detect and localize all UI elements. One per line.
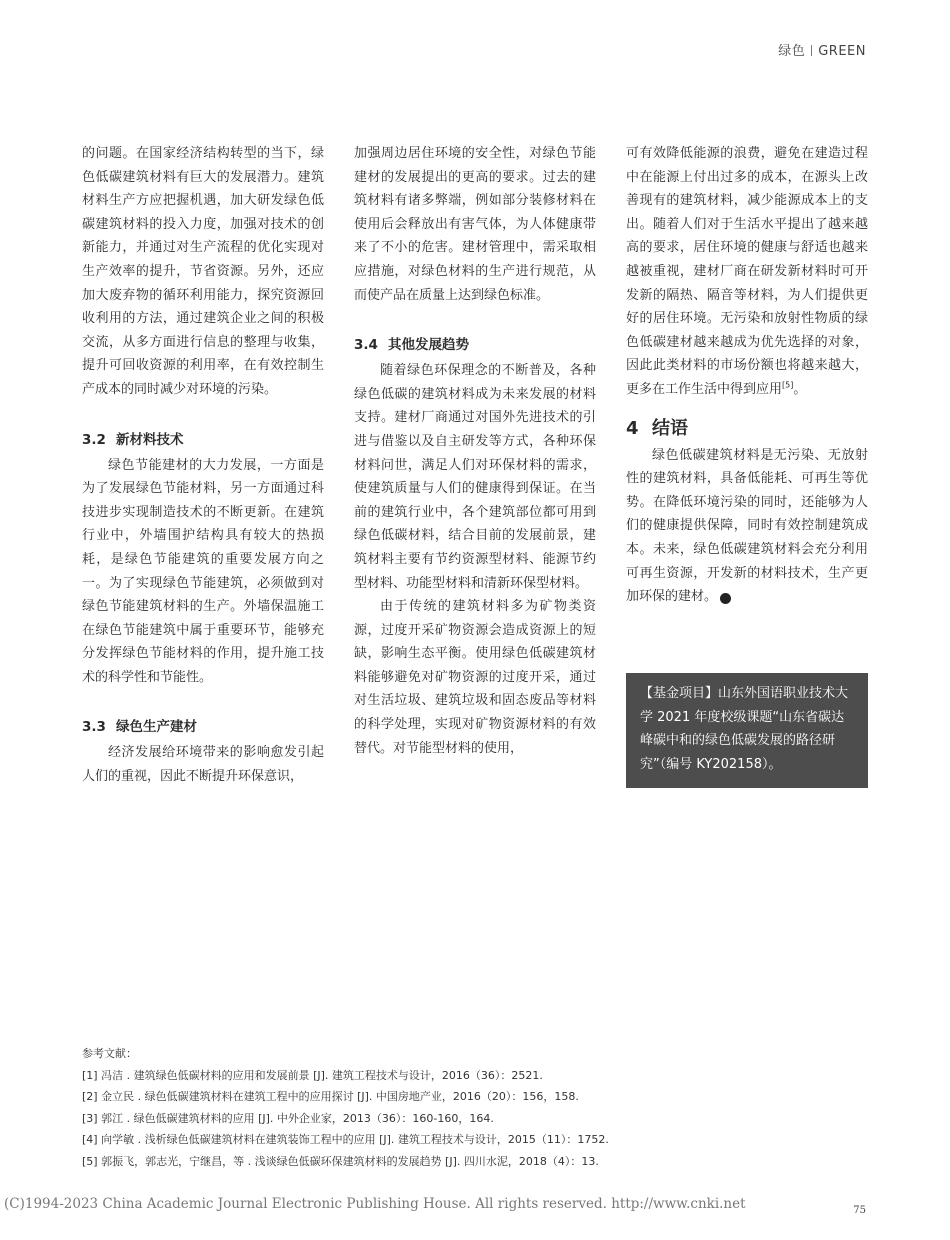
running-header (778, 40, 866, 59)
section-heading-3-4 (354, 333, 596, 357)
paragraph: 由于传统的建筑材料多为矿物类资源，过度开采矿物资源会造成资源上的短缺，影响生态平衡。使用绿色低碳建筑材料能够避免对矿物资源的过度开采，通过对生活垃圾、建筑垃圾和固态废品等材料的科学处理，实现对矿物资源材料的有效替代。对节能型材料的使用， (354, 599, 596, 756)
header-section-en: GREEN (818, 44, 866, 59)
section-number: 3.3 (82, 719, 106, 736)
references-title: 参考文献： (82, 1047, 137, 1060)
section-heading-4 (626, 416, 868, 442)
reference-item: [4] 向学敏 . 浅析绿色低碳建筑材料在建筑装饰工程中的应用 [J]. 建筑工程技术与设计，2015（11）：1752. (82, 1133, 609, 1146)
section-title: 结语 (652, 417, 688, 439)
paragraph-text: 绿色低碳建筑材料是无污染、无放射性的建筑材料，具备低能耗、可再生等优势。在降低环境污染的同时，还能够为人们的健康提供保障，同时有效控制建筑成本。未来，绿色低碳建筑材料会充分利用可再生资源，开发新的材料技术，生产更加环保的建材。 (626, 447, 868, 605)
fund-note-box: 【基金项目】山东外国语职业技术大学 2021 年度校级课题“山东省碳达峰碳中和的绿色低碳发展的路径研究”（编号 KY202158）。 (626, 673, 868, 788)
citation-ref[interactable]: [5] (782, 380, 794, 390)
paragraph: 的问题。在国家经济结构转型的当下，绿色低碳建筑材料有巨大的发展潜力。建筑材料生产方应把握机遇，加大研发绿色低碳建筑材料的投入力度，加强对技术的创新能力，并通过对生产流程的优化实现对生产效率的提升，节省资源。另外，还应加大废弃物的循环利用能力，探究资源回收利用的方法，通过建筑企业之间的积极交流，从多方面进行信息的整理与收集，提升可回收资源的利用率，在有效控制生产成本的同时减少对环境的污染。 (82, 146, 324, 397)
text-column-2 (354, 142, 596, 760)
section-number: 3.4 (354, 337, 378, 354)
copyright-line: (C)1994-2023 China Academic Journal Electronic Publishing House. All rights reserved. http://www.cnki.net (4, 1196, 746, 1212)
paragraph (626, 444, 868, 609)
paragraph-end: 。 (793, 381, 807, 397)
header-section-cn: 绿色 (778, 44, 806, 59)
reference-item: [5] 郭振飞，郭志光，宁继昌，等 . 浅谈绿色低碳环保建筑材料的发展趋势 [J]. 四川水泥，2018（4）：13. (82, 1154, 599, 1168)
reference-item: [3] 郭江 . 绿色低碳建筑材料的应用 [J]. 中外企业家，2013（36）：160-160，164. (82, 1111, 494, 1125)
paragraph-text: 可有效降低能源的浪费，避免在建造过程中在能源上付出过多的成本，在源头上改善现有的建筑材料，减少能源成本上的支出。随着人们对于生活水平提出了越来越高的要求，居住环境的健康与舒适也越来越被重视，建材厂商在研发新材料时可开发新的隔热、隔音等材料，为人们提供更好的居住环境。无污染和放射性物质的绿色低碳建材越来越成为优先选择的对象，因此此类材料的市场份额也将越来越大，更多在工作生活中得到应用 (626, 146, 868, 397)
page-number: 75 (853, 1205, 866, 1216)
reference-item: [1] 冯洁 . 建筑绿色低碳材料的应用和发展前景 [J]. 建筑工程技术与设计，2016（36）：2521. (82, 1068, 543, 1082)
section-number: 4 (626, 417, 639, 439)
end-mark-icon: ※ (720, 593, 731, 604)
section-title: 新材料技术 (116, 431, 184, 448)
reference-item: [2] 金立民 . 绿色低碳建筑材料在建筑工程中的应用探讨 [J]. 中国房地产业，2016（20）：156，158. (82, 1090, 579, 1103)
header-divider (811, 45, 812, 56)
section-heading-3-2 (82, 428, 324, 452)
paragraph: 经济发展给环境带来的影响愈发引起人们的重视，因此不断提升环保意识， (82, 745, 324, 785)
paragraph: 加强周边居住环境的安全性，对绿色节能建材的发展提出的更高的要求。过去的建筑材料有诸多弊端，例如部分装修材料在使用后会释放出有害气体，为人体健康带来了不小的危害。建材管理中，需采取相应措施，对绿色材料的生产进行规范，从而使产品在质量上达到绿色标准。 (354, 146, 596, 303)
paragraph: 绿色节能建材的大力发展，一方面是为了发展绿色节能材料，另一方面通过科技进步实现制造技术的不断更新。在建筑行业中，外墙围护结构具有较大的热损耗，是绿色节能建筑的重要发展方向之一。为了实现绿色节能建筑，必须做到对绿色节能建筑材料的生产。外墙保温施工在绿色节能建筑中属于重要环节，能够充分发挥绿色节能材料的作用，提升施工技术的科学性和节能性。 (82, 457, 324, 685)
section-title: 其他发展趋势 (388, 337, 469, 354)
paragraph: 随着绿色环保理念的不断普及，各种绿色低碳的建筑材料成为未来发展的材料支持。建材厂商通过对国外先进技术的引进与借鉴以及自主研发等方式，各种环保材料问世，满足人们对环保材料的需求，使建筑质量与人们的健康得到保证。在当前的建筑行业中，各个建筑部位都可用到绿色低碳材料，结合目前的发展前景，建筑材料主要有节约资源型材料、能源节约型材料、功能型材料和清新环保型材料。 (354, 363, 596, 591)
section-number: 3.2 (82, 431, 106, 448)
text-column-1 (82, 142, 324, 789)
paragraph (626, 142, 868, 402)
references (82, 1043, 872, 1172)
section-heading-3-3 (82, 715, 324, 739)
text-column-3 (626, 142, 868, 609)
section-title: 绿色生产建材 (116, 719, 197, 736)
